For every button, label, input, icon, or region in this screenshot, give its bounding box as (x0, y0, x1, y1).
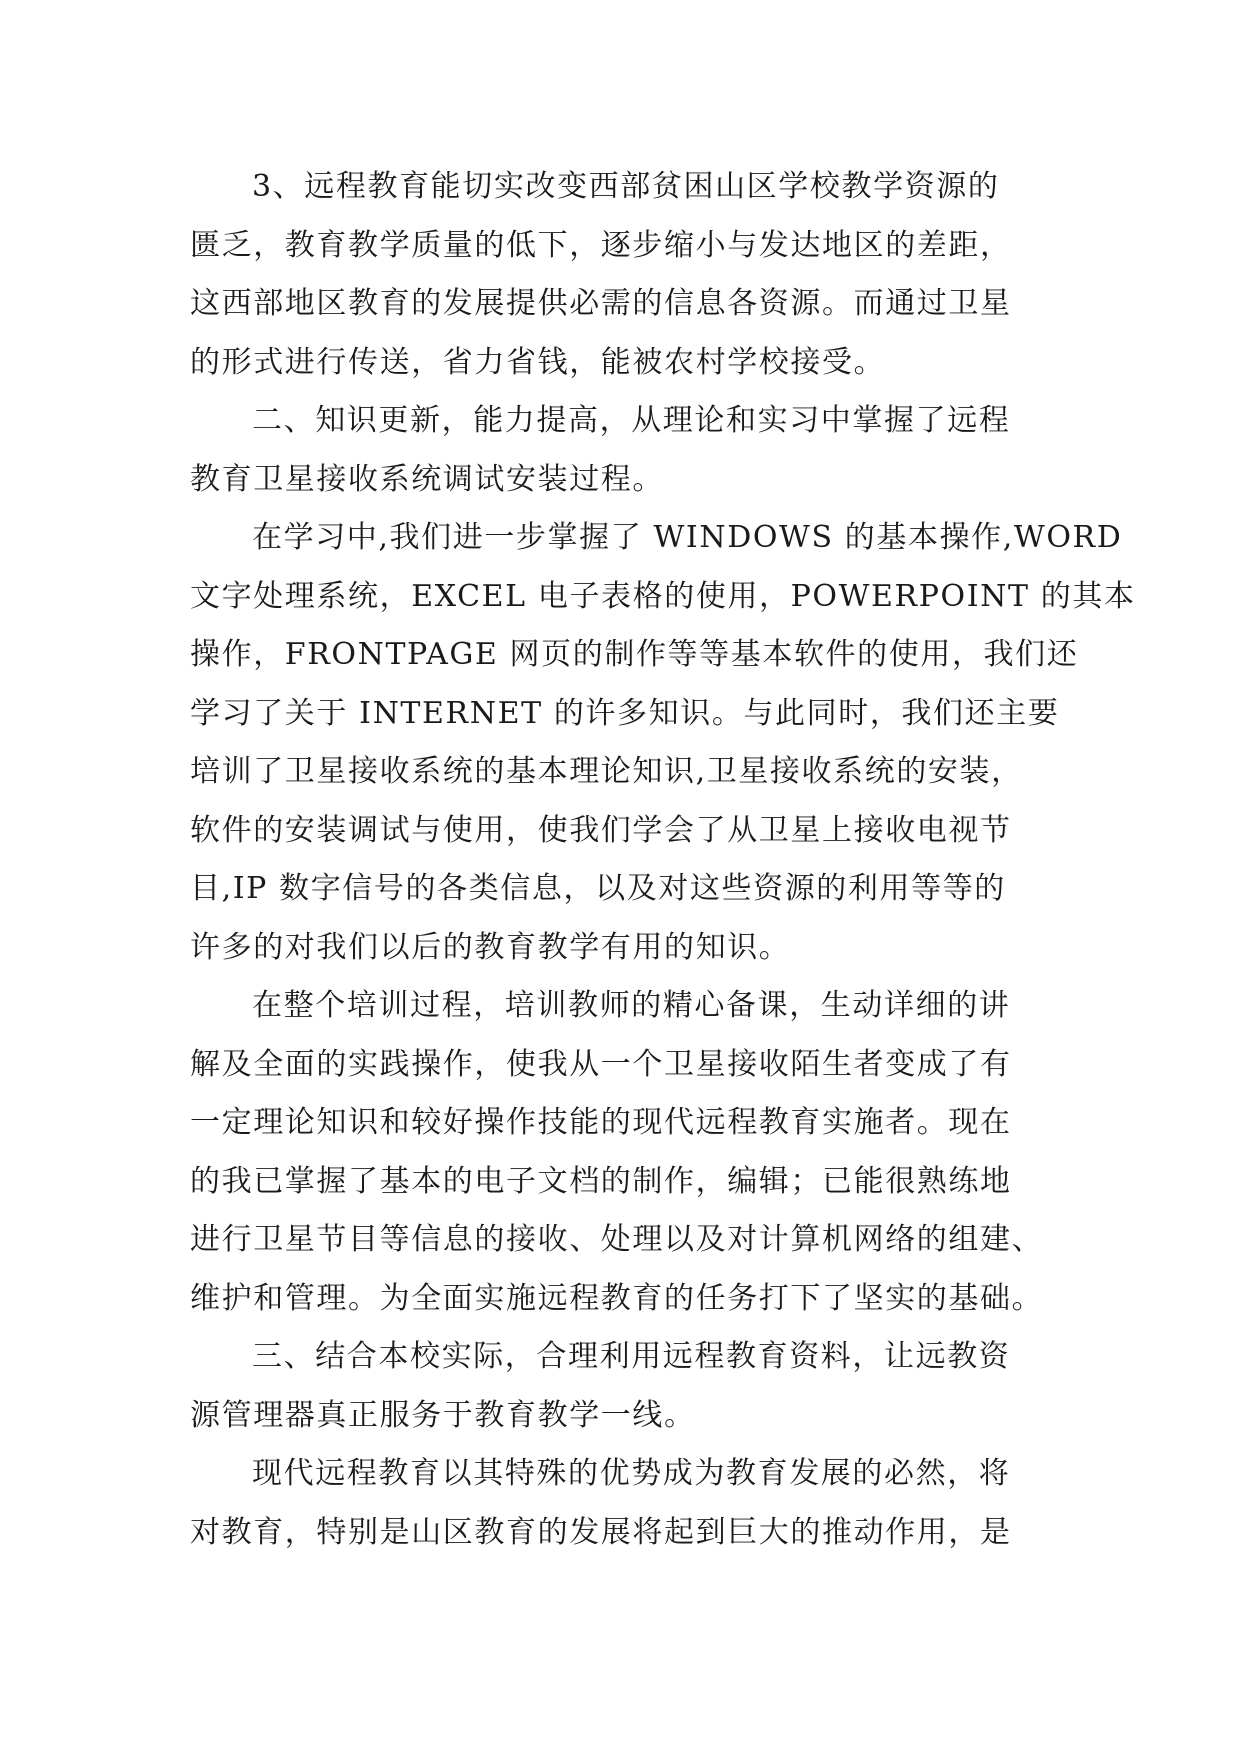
text-line: 的形式进行传送，省力省钱，能被农村学校接受。 (190, 344, 886, 380)
text-line: 匮乏，教育教学质量的低下，逐步缩小与发达地区的差距， (190, 227, 1012, 263)
text-line: 进行卫星节目等信息的接收、处理以及对计算机网络的组建、 (190, 1222, 1044, 1257)
text-line: 现代远程教育以其特殊的优势成为教育发展的必然，将 (252, 1456, 1011, 1491)
document-body (190, 158, 1136, 1562)
section-heading-line: 源管理器真正服务于教育教学一线。 (190, 1397, 696, 1433)
text-line: 文字处理系统，EXCEL 电子表格的使用，POWERPOINT 的其本 (190, 578, 1136, 614)
text-line: 解及全面的实践操作，使我从一个卫星接收陌生者变成了有 (190, 1046, 1012, 1082)
text-line: 学习了关于 INTERNET 的许多知识。与此同时，我们还主要 (190, 695, 1060, 731)
text-line: 培训了卫星接收系统的基本理论知识,卫星接收系统的安装， (190, 754, 1023, 789)
section-heading-line: 教育卫星接收系统调试安装过程。 (190, 461, 664, 497)
text-line: 在学习中,我们进一步掌握了 WINDOWS 的基本操作,WORD (252, 520, 1123, 555)
text-line: 操作，FRONTPAGE 网页的制作等等基本软件的使用，我们还 (190, 637, 1079, 672)
text-line: 软件的安装调试与使用，使我们学会了从卫星上接收电视节 (190, 812, 1012, 848)
text-line: 的我已掌握了基本的电子文档的制作，编辑；已能很熟练地 (190, 1163, 1012, 1199)
text-line: 对教育，特别是山区教育的发展将起到巨大的推动作用，是 (190, 1514, 1012, 1550)
text-line: 许多的对我们以后的教育教学有用的知识。 (190, 929, 791, 965)
section-heading-line: 二、知识更新，能力提高，从理论和实习中掌握了远程 (252, 403, 1011, 438)
text-line: 3、远程教育能切实改变西部贫困山区学校教学资源的 (252, 169, 1000, 204)
text-line: 在整个培训过程，培训教师的精心备课，生动详细的讲 (252, 988, 1011, 1023)
section-heading-line: 三、结合本校实际，合理利用远程教育资料，让远教资 (252, 1339, 1011, 1374)
text-line: 这西部地区教育的发展提供必需的信息各资源。而通过卫星 (190, 286, 1012, 321)
text-line: 一定理论知识和较好操作技能的现代远程教育实施者。现在 (190, 1105, 1012, 1140)
text-line: 目,IP 数字信号的各类信息，以及对这些资源的利用等等的 (190, 871, 1006, 906)
text-line: 维护和管理。为全面实施远程教育的任务打下了坚实的基础。 (190, 1280, 1044, 1316)
